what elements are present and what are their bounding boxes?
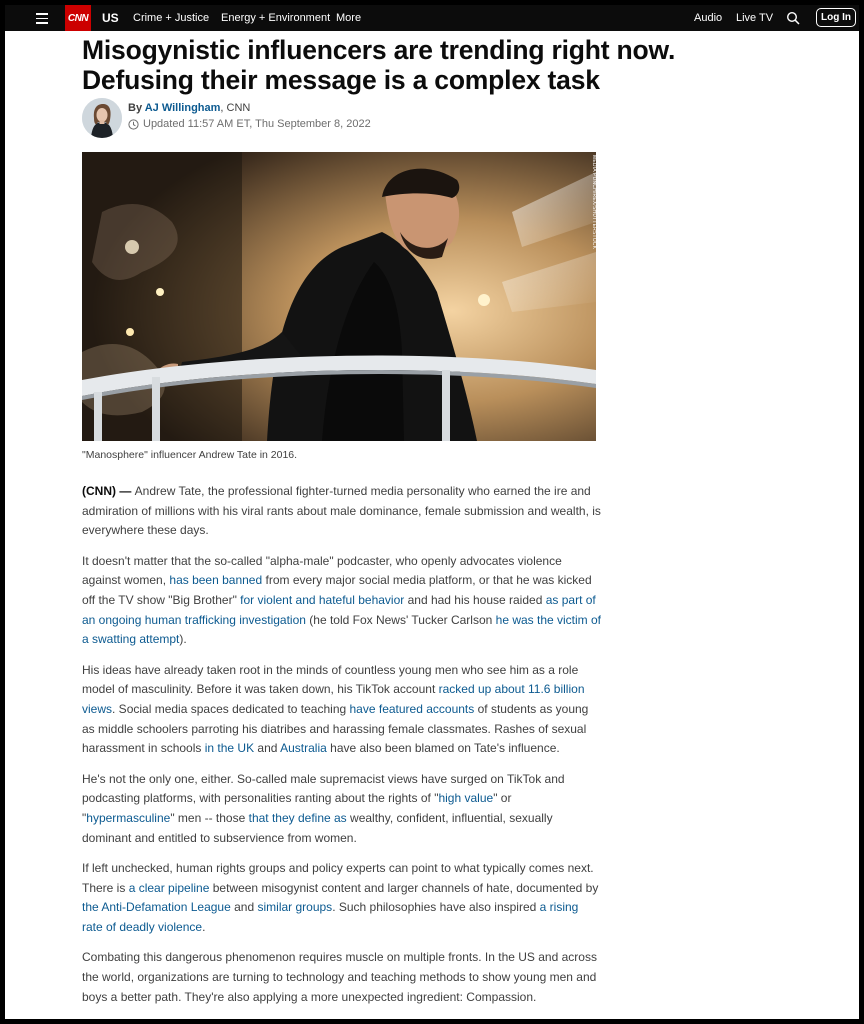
inline-link[interactable]: hypermasculine: [86, 811, 171, 826]
author-avatar[interactable]: [82, 98, 122, 138]
hero-image[interactable]: [82, 152, 596, 441]
nav-link-live-tv[interactable]: Live TV: [736, 12, 774, 24]
image-credit: MEDIA PUNCH/REX/SHUTTERSTOCK: [591, 155, 597, 250]
cnn-logo[interactable]: CNN: [65, 5, 91, 31]
updated-timestamp: [128, 118, 371, 130]
paragraph-text: ).: [179, 632, 187, 647]
inline-link[interactable]: a rising rate of deadly violence: [82, 900, 579, 935]
hamburger-icon[interactable]: [36, 13, 48, 23]
inline-link[interactable]: Australia: [280, 741, 327, 756]
paragraph-text: and: [230, 900, 258, 915]
page-frame: [5, 5, 859, 1019]
paragraph-text: have also been blamed on Tate's influence.: [326, 741, 560, 756]
byline: [128, 102, 250, 114]
search-icon[interactable]: [786, 11, 800, 25]
page-title: Misogynistic influencers are trending right now. Defusing their message is a complex task: [82, 35, 676, 95]
paragraph-text: Combating this dangerous phenomenon requires muscle on multiple fronts. In the US and across the world, organizations are turning to technology and teaching methods to show young men and boys a better path. They're also applying a more unexpected ingredient: Compassion.: [82, 950, 597, 1004]
nav-link-audio[interactable]: Audio: [694, 12, 723, 24]
inline-link[interactable]: he was the victim of a swatting attempt: [82, 612, 602, 647]
article-paragraph: [82, 859, 602, 938]
paragraph-text: He's not the only one, either. So-called male supremacist views have surged on TikTok and podcasting platforms, with personalities ranting about the rights of ": [82, 771, 565, 806]
paragraph-text: wealthy, confident, influential, sexually dominant and entitled to subservience from women.: [82, 811, 553, 845]
inline-link[interactable]: high value: [438, 791, 494, 806]
inline-link[interactable]: has been banned: [169, 573, 263, 588]
nav-link-energy-environment[interactable]: Energy + Environment: [221, 12, 331, 24]
nav-link-crime-justice[interactable]: Crime + Justice: [133, 12, 210, 24]
inline-link[interactable]: similar groups: [257, 900, 333, 915]
article-paragraph: [82, 552, 602, 651]
paragraph-text: .: [202, 920, 206, 935]
edition-link-us[interactable]: US: [102, 11, 119, 25]
paragraph-text: Andrew Tate, the professional fighter-turned media personality who earned the ire and admiration of millions with his viral rants about male dominance, female submission and wealth, is everywhere these days.: [82, 484, 601, 538]
byline-outlet: , CNN: [220, 102, 251, 114]
clock-icon: [128, 119, 139, 130]
paragraph-text: of students as young as middle schoolers parroting his diatribes and harassing female classmates. Rashes of sexual harassment in schools: [82, 702, 589, 756]
paragraph-text: His ideas have already taken root in the minds of countless young men who see him as a role model of masculinity. Before it was taken down, his TikTok account: [82, 662, 579, 697]
paragraph-text: from every major social media platform, or that he was kicked off the TV show "Big Brother": [82, 573, 592, 608]
inline-link[interactable]: in the UK: [204, 741, 255, 756]
paragraph-text: (he told Fox News' Tucker Carlson: [305, 612, 496, 627]
paragraph-text: If left unchecked, human rights groups and policy experts can point to what typically comes next. There is: [82, 860, 594, 895]
article-body: [82, 482, 602, 1018]
dateline: (CNN) —: [82, 484, 135, 498]
article-paragraph: [82, 948, 602, 1007]
byline-prefix: By: [128, 102, 145, 114]
paragraph-text: " men -- those: [170, 811, 249, 826]
inline-link[interactable]: a clear pipeline: [128, 880, 210, 895]
inline-link[interactable]: racked up about 11.6 billion views: [82, 682, 585, 717]
top-nav: [5, 5, 859, 31]
paragraph-text: . Social media spaces dedicated to teaching: [112, 702, 350, 717]
author-link[interactable]: AJ Willingham: [144, 102, 221, 114]
article-paragraph: [82, 482, 602, 541]
article-paragraph: [82, 770, 602, 849]
paragraph-text: and had his house raided: [404, 593, 546, 608]
inline-link[interactable]: as part of an ongoing human trafficking investigation: [82, 593, 596, 627]
updated-text: Updated 11:57 AM ET, Thu September 8, 2022: [143, 118, 371, 130]
paragraph-text: " or ": [82, 791, 512, 826]
inline-link[interactable]: that they define as: [248, 811, 347, 826]
inline-link[interactable]: have featured accounts: [349, 702, 475, 717]
image-caption: "Manosphere" influencer Andrew Tate in 2016.: [82, 449, 298, 461]
paragraph-text: . Such philosophies have also inspired: [332, 900, 540, 915]
nav-link-more[interactable]: More: [336, 12, 362, 24]
paragraph-text: and: [254, 741, 281, 756]
inline-link[interactable]: for violent and hateful behavior: [240, 593, 405, 608]
article-paragraph: [82, 661, 602, 760]
login-button[interactable]: Log In: [816, 8, 856, 27]
paragraph-text: It doesn't matter that the so-called "alpha-male" podcaster, who openly advocates violence against women,: [82, 553, 562, 588]
inline-link[interactable]: the Anti-Defamation League: [82, 900, 231, 915]
paragraph-text: between misogynist content and larger channels of hate, documented by: [209, 880, 599, 895]
